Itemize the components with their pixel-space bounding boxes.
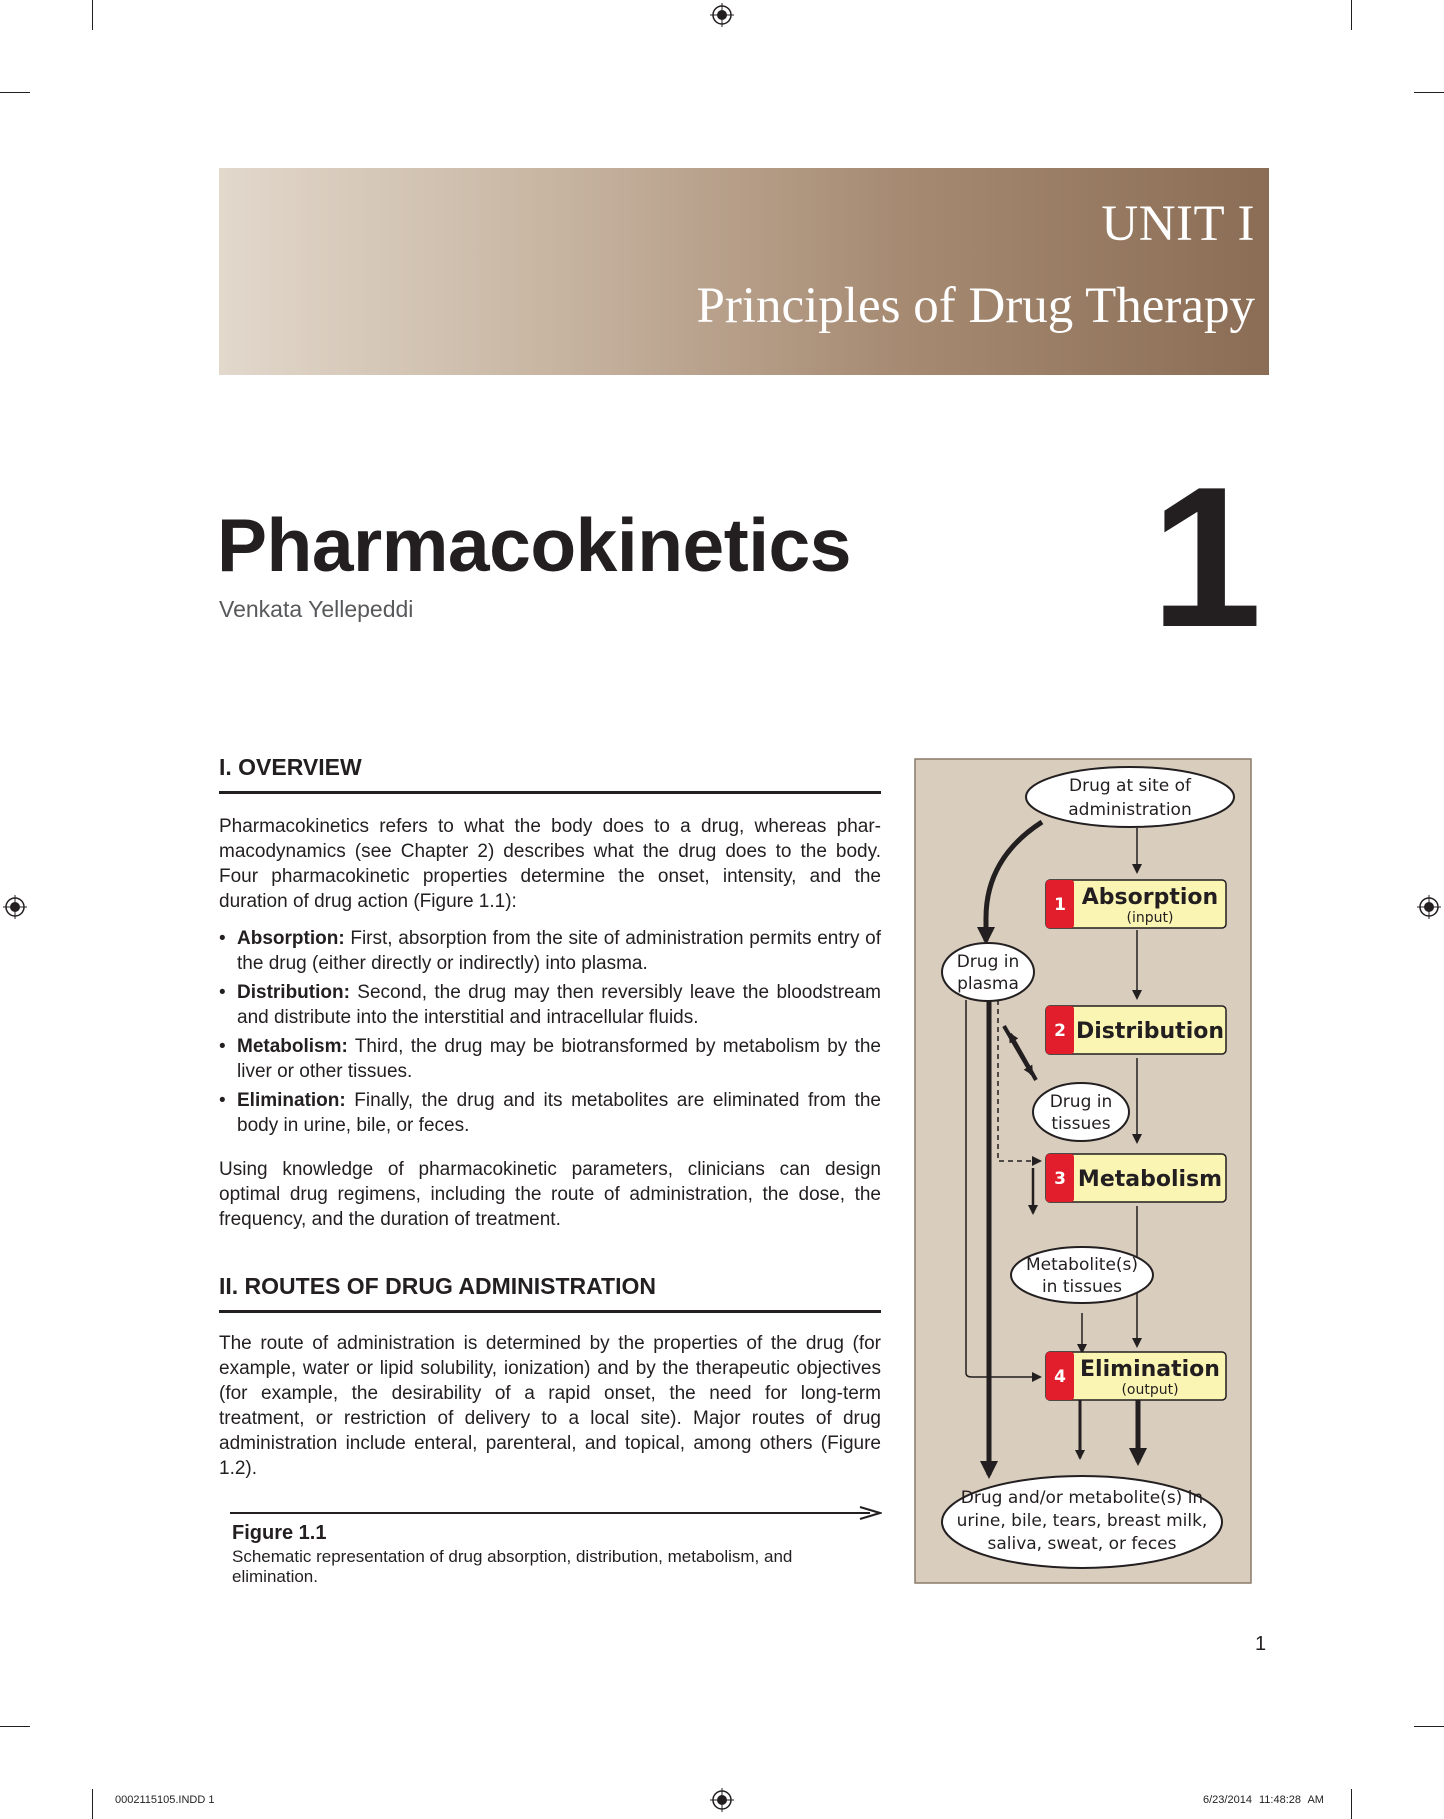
site-label-line2: administration [1068, 800, 1192, 820]
step-metabolism [1046, 1154, 1226, 1202]
section-heading-routes: II. ROUTES OF DRUG ADMINISTRATION [219, 1273, 881, 1313]
step-sub: (output) [1121, 1382, 1179, 1398]
step-number: 2 [1054, 1021, 1066, 1041]
step-distribution [1046, 1006, 1226, 1054]
registration-mark-icon [710, 1788, 734, 1812]
step-number: 4 [1054, 1367, 1066, 1387]
caption-arrow-icon [230, 1506, 882, 1520]
plasma-label-line1: Drug in [956, 952, 1020, 972]
crop-mark [1414, 92, 1444, 93]
bullet-term: Distribution: [237, 982, 350, 1003]
tissues-label-line2: tissues [1051, 1114, 1111, 1134]
list-item [219, 980, 881, 1030]
crop-mark [1351, 1789, 1352, 1819]
step-number: 1 [1054, 895, 1066, 915]
step-sub: (input) [1126, 910, 1174, 926]
chapter-number: 1 [1150, 446, 1256, 669]
step-absorption [1046, 880, 1226, 928]
bullet-text: Third, the drug may be biotransformed by metabolism by the liver or other tissues. [237, 1036, 881, 1082]
crop-mark [92, 0, 93, 30]
registration-mark-icon [1417, 895, 1441, 919]
overview-bullet-list [219, 926, 881, 1142]
site-label-line1: Drug at site of [1068, 776, 1192, 796]
list-item [219, 926, 881, 976]
slug-date: 6/23/2014 11:48:28 AM [1203, 1794, 1324, 1806]
tissues-label-line1: Drug in [1049, 1092, 1113, 1112]
bullet-text: Second, the drug may then reversibly leave the bloodstream and distribute into the interstitial and intracellular fluids. [237, 982, 881, 1028]
registration-mark-icon [3, 895, 27, 919]
metabolite-label-line2: in tissues [1041, 1277, 1123, 1297]
unit-label: UNIT I [1101, 196, 1255, 252]
metabolite-label-line1: Metabolite(s) [1025, 1255, 1139, 1275]
crop-mark [1414, 1726, 1444, 1727]
figure-caption-title: Figure 1.1 [232, 1522, 327, 1544]
crop-mark [0, 1726, 30, 1727]
crop-mark [1351, 0, 1352, 30]
page-number: 1 [1255, 1633, 1267, 1655]
unit-banner [219, 168, 1269, 375]
unit-title: Principles of Drug Therapy [696, 278, 1255, 334]
figure-caption-text: Schematic representation of drug absorption, distribution, metabolism, and elimination. [232, 1547, 793, 1586]
bullet-term: Elimination: [237, 1090, 346, 1111]
list-item [219, 1088, 881, 1138]
output-label-line1: Drug and/or metabolite(s) in [960, 1488, 1204, 1508]
bullet-text: Finally, the drug and its metabolites are eliminated from the body in urine, bile, or feces. [237, 1090, 881, 1136]
chapter-title: Pharmacokinetics [217, 503, 851, 587]
registration-mark-icon [710, 3, 734, 27]
list-item [219, 1034, 881, 1084]
section-heading-overview: I. OVERVIEW [219, 754, 881, 794]
bullet-text: First, absorption from the site of administration permits entry of the drug (either directly or indirectly) into plasma. [237, 928, 881, 974]
chapter-author: Venkata Yellepeddi [219, 596, 414, 622]
step-number: 3 [1054, 1169, 1066, 1189]
crop-mark [92, 1789, 93, 1819]
plasma-label-line2: plasma [957, 974, 1019, 994]
step-label: Absorption [1081, 885, 1219, 910]
step-label: Elimination [1080, 1357, 1220, 1382]
step-label: Distribution [1075, 1019, 1225, 1044]
overview-intro-paragraph: Pharmacokinetics refers to what the body does to a drug, whereas pharmacodynamics (see Chapter 2) describes what the drug does to the body. Four pharmacokinetic properties determine the onset, intensity, and the duration of drug action (Figure 1.1): [219, 816, 881, 912]
bullet-term: Metabolism: [237, 1036, 348, 1057]
output-label-line3: saliva, sweat, or feces [987, 1534, 1177, 1554]
slug-file-name: 0002115105.INDD 1 [115, 1794, 215, 1806]
crop-mark [0, 92, 30, 93]
step-label: Metabolism [1077, 1167, 1223, 1192]
output-label-line2: urine, bile, tears, breast milk, [956, 1511, 1208, 1531]
pharmacokinetics-diagram [914, 758, 1254, 1586]
bullet-term: Absorption: [237, 928, 345, 949]
overview-closing-paragraph: Using knowledge of pharmacokinetic parameters, clinicians can design optimal drug regimens, including the route of administration, the dose, the frequency, and the duration of treatment. [219, 1159, 881, 1230]
step-elimination [1046, 1352, 1226, 1400]
routes-paragraph: The route of administration is determined by the properties of the drug (for example, water or lipid solubility, ionization) and by the therapeutic objectives (for example, the desirability of a rapid onset, the need for long-term treatment, or restriction of delivery to a local site). Major routes of drug administration include enteral, parenteral, and topical, among others (Figure 1.2). [219, 1333, 881, 1479]
